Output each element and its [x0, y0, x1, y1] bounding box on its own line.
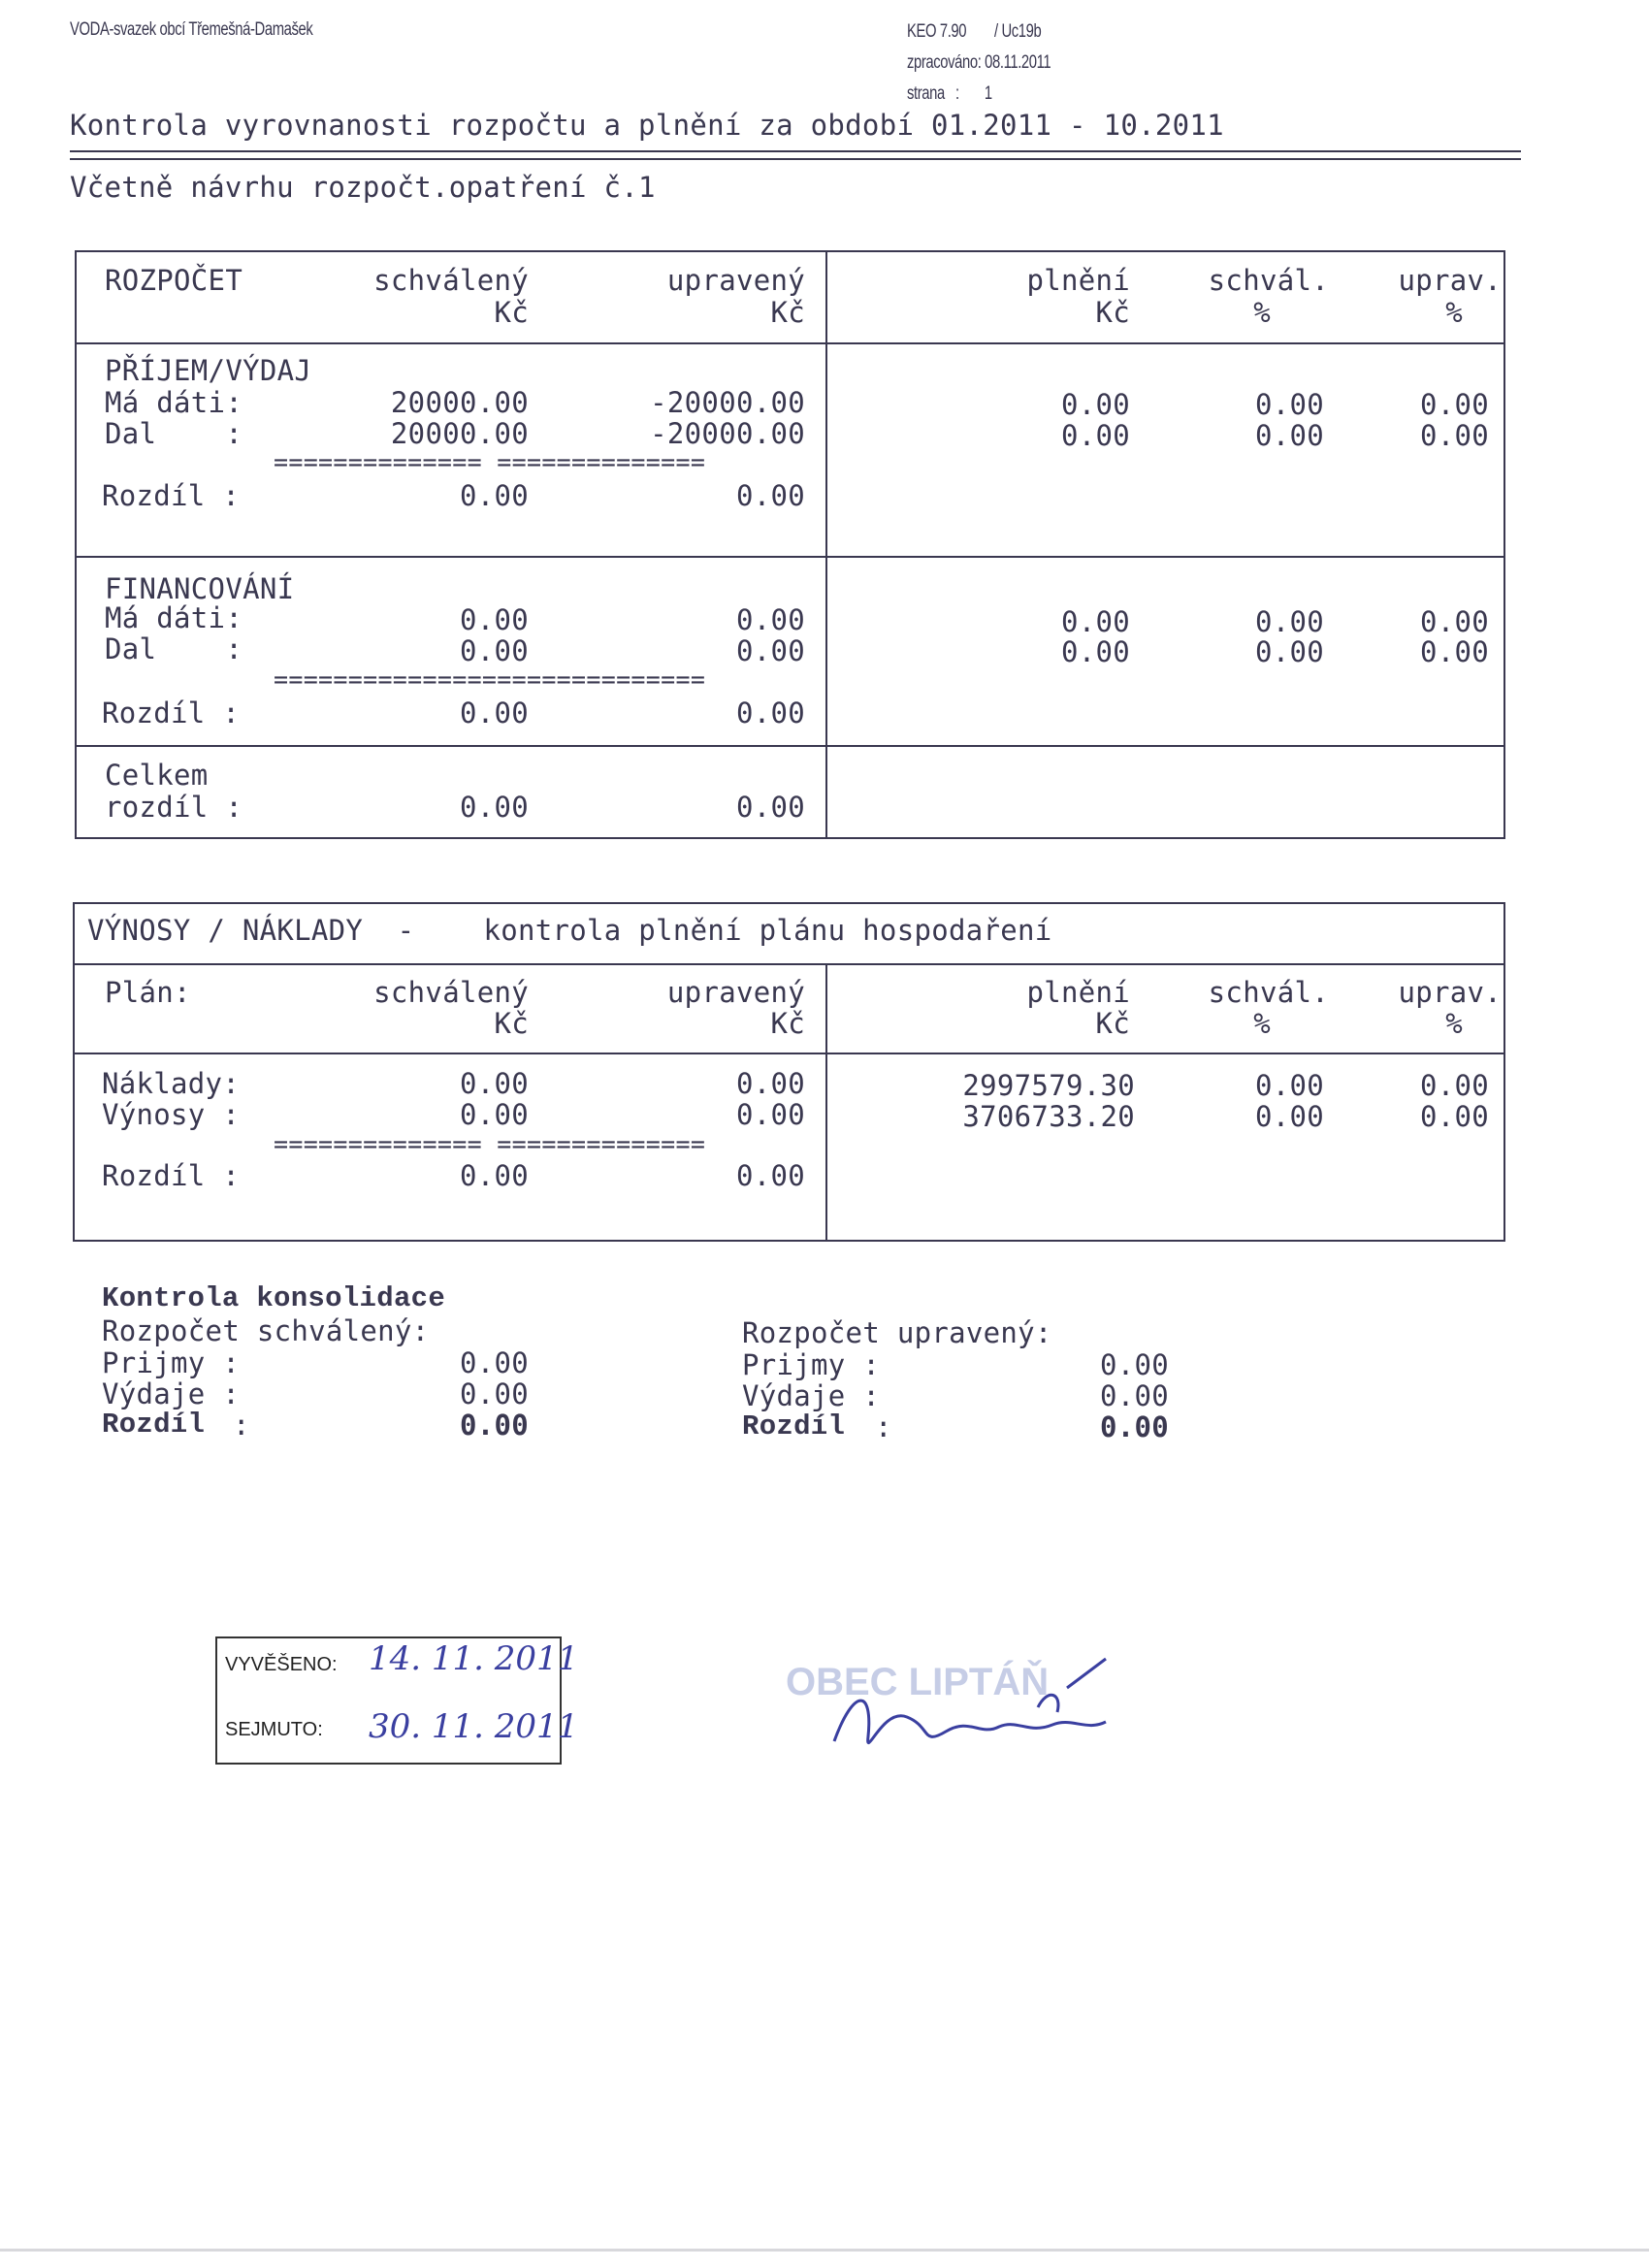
cell-schval-pct: 0.00: [1254, 605, 1324, 638]
unit-percent: %: [1253, 296, 1271, 329]
vynosy-header-divider: [73, 1053, 1505, 1054]
report-subtitle: Včetně návrhu rozpočt.opatření č.1: [70, 171, 656, 204]
konsolidace-right-heading: Rozpočet upravený:: [742, 1316, 1052, 1349]
section-financovani: FINANCOVÁNÍ: [105, 572, 295, 605]
cell-plneni: 0.00: [1060, 388, 1130, 421]
cell-schval-pct: 0.00: [1254, 419, 1324, 452]
budget-section-divider-1: [75, 556, 1505, 558]
unit-percent: %: [1445, 296, 1463, 329]
row-label: Má dáti:: [105, 601, 243, 634]
scan-edge: [0, 2249, 1649, 2252]
cell-schvaleny: 20000.00: [390, 386, 529, 419]
col-schval-pct: schvál.: [1208, 264, 1329, 297]
rozdil-upraveny: 0.00: [735, 1159, 805, 1192]
row-label: Dal :: [105, 417, 243, 450]
celkem-upraveny: 0.00: [735, 791, 805, 824]
cell-upraveny: -20000.00: [650, 386, 805, 419]
rozdil-label: Rozdíl :: [102, 1159, 241, 1192]
cell-upraveny: -20000.00: [650, 417, 805, 450]
right-vydaje-label: Výdaje :: [742, 1379, 881, 1412]
row-label: Náklady:: [102, 1067, 241, 1100]
cell-schvaleny: 20000.00: [390, 417, 529, 450]
vyveseno-date: 14. 11. 2011: [369, 1639, 579, 1678]
cell-schval-pct: 0.00: [1254, 1069, 1324, 1102]
unit-kc: Kč: [494, 296, 529, 329]
col-upraveny: upravený: [666, 264, 805, 297]
row-label: Dal :: [105, 632, 243, 665]
left-prijmy-label: Prijmy :: [102, 1346, 241, 1379]
organization-name: VODA-svazek obcí Třemešná-Damašek: [70, 19, 313, 40]
cell-schvaleny: 0.00: [459, 1067, 529, 1100]
cell-uprav-pct: 0.00: [1419, 1100, 1489, 1133]
right-prijmy-label: Prijmy :: [742, 1348, 881, 1381]
cell-uprav-pct: 0.00: [1419, 605, 1489, 638]
col-plan: Plán:: [105, 976, 191, 1009]
celkem-label: Celkem: [105, 759, 209, 792]
sejmuto-date: 30. 11. 2011: [369, 1707, 579, 1746]
unit-percent: %: [1445, 1007, 1463, 1040]
row-label: Má dáti:: [105, 386, 243, 419]
col-uprav-pct: uprav.: [1398, 976, 1502, 1009]
right-vydaje-value: 0.00: [1099, 1379, 1169, 1412]
rozdil-upraveny: 0.00: [735, 479, 805, 512]
signature: [815, 1649, 1135, 1785]
title-underline-1: [70, 150, 1521, 152]
unit-kc: Kč: [494, 1007, 529, 1040]
unit-percent: %: [1253, 1007, 1271, 1040]
separator-line: ============== ==============: [274, 1130, 706, 1158]
vynosy-divider-vertical: [825, 963, 827, 1242]
right-rozdil-colon: :: [875, 1410, 892, 1443]
konsolidace-title: Kontrola konsolidace: [102, 1282, 446, 1314]
cell-uprav-pct: 0.00: [1419, 635, 1489, 668]
col-schval-pct: schvál.: [1208, 976, 1329, 1009]
report-code: / Uc19b: [994, 21, 1042, 42]
vynosy-title: VÝNOSY / NÁKLADY - kontrola plnění plánu hospodaření: [87, 914, 1052, 947]
unit-kc: Kč: [770, 296, 805, 329]
cell-schval-pct: 0.00: [1254, 1100, 1324, 1133]
right-prijmy-value: 0.00: [1099, 1348, 1169, 1381]
rozdil-upraveny: 0.00: [735, 697, 805, 729]
budget-header-divider: [75, 342, 1505, 344]
cell-plneni: 0.00: [1060, 419, 1130, 452]
cell-schvaleny: 0.00: [459, 1098, 529, 1131]
cell-upraveny: 0.00: [735, 634, 805, 667]
celkem-schvaleny: 0.00: [459, 791, 529, 824]
unit-kc: Kč: [1095, 296, 1130, 329]
rozdil-schvaleny: 0.00: [459, 1159, 529, 1192]
left-rozdil-label: Rozdíl: [102, 1409, 206, 1441]
rozdil-label: Rozdíl :: [102, 479, 241, 512]
cell-plneni: 0.00: [1060, 635, 1130, 668]
right-rozdil-label: Rozdíl: [742, 1410, 846, 1442]
cell-plneni: 2997579.30: [962, 1069, 1135, 1102]
left-rozdil-colon: :: [233, 1409, 250, 1442]
budget-section-divider-2: [75, 745, 1505, 747]
right-rozdil-value: 0.00: [1099, 1410, 1169, 1443]
sejmuto-label: SEJMUTO:: [225, 1719, 323, 1740]
vynosy-title-divider: [73, 963, 1505, 965]
title-underline-2: [70, 158, 1521, 160]
rozdil-schvaleny: 0.00: [459, 479, 529, 512]
cell-schvaleny: 0.00: [459, 634, 529, 667]
unit-kc: Kč: [1095, 1007, 1130, 1040]
left-vydaje-label: Výdaje :: [102, 1377, 241, 1410]
celkem-rozdil-label: rozdíl :: [105, 791, 243, 824]
separator-line: =============================: [274, 665, 706, 694]
section-prijem-vydaj: PŘÍJEM/VÝDAJ: [105, 354, 312, 387]
budget-divider-vertical: [825, 250, 827, 839]
col-plneni: plnění: [1026, 264, 1130, 297]
col-schvaleny: schválený: [373, 264, 529, 297]
col-rozpocet: ROZPOČET: [105, 264, 243, 297]
cell-upraveny: 0.00: [735, 1098, 805, 1131]
cell-uprav-pct: 0.00: [1419, 419, 1489, 452]
cell-schval-pct: 0.00: [1254, 388, 1324, 421]
cell-upraveny: 0.00: [735, 603, 805, 636]
left-vydaje-value: 0.00: [459, 1377, 529, 1410]
col-uprav-pct: uprav.: [1398, 264, 1502, 297]
cell-plneni: 3706733.20: [962, 1100, 1135, 1133]
cell-uprav-pct: 0.00: [1419, 388, 1489, 421]
col-plneni: plnění: [1026, 976, 1130, 1009]
program-version: KEO 7.90: [907, 21, 967, 42]
report-title: Kontrola vyrovnanosti rozpočtu a plnění za období 01.2011 - 10.2011: [70, 109, 1224, 142]
cell-plneni: 0.00: [1060, 605, 1130, 638]
row-label: Výnosy :: [102, 1098, 241, 1131]
cell-uprav-pct: 0.00: [1419, 1069, 1489, 1102]
budget-table: [75, 250, 1505, 839]
col-upraveny: upravený: [666, 976, 805, 1009]
unit-kc: Kč: [770, 1007, 805, 1040]
official-stamp: OBEC LIPTÁŇ: [786, 1661, 1050, 1703]
page-number: strana : 1: [907, 83, 992, 104]
konsolidace-left-heading: Rozpočet schválený:: [102, 1314, 430, 1347]
rozdil-label: Rozdíl :: [102, 697, 241, 729]
rozdil-schvaleny: 0.00: [459, 697, 529, 729]
separator-line: ============== ==============: [274, 448, 706, 476]
left-rozdil-value: 0.00: [459, 1409, 529, 1442]
cell-schval-pct: 0.00: [1254, 635, 1324, 668]
cell-upraveny: 0.00: [735, 1067, 805, 1100]
vyveseno-label: VYVĚŠENO:: [225, 1654, 338, 1675]
col-schvaleny: schválený: [373, 976, 529, 1009]
processed-date: zpracováno: 08.11.2011: [907, 52, 1051, 73]
cell-schvaleny: 0.00: [459, 603, 529, 636]
left-prijmy-value: 0.00: [459, 1346, 529, 1379]
